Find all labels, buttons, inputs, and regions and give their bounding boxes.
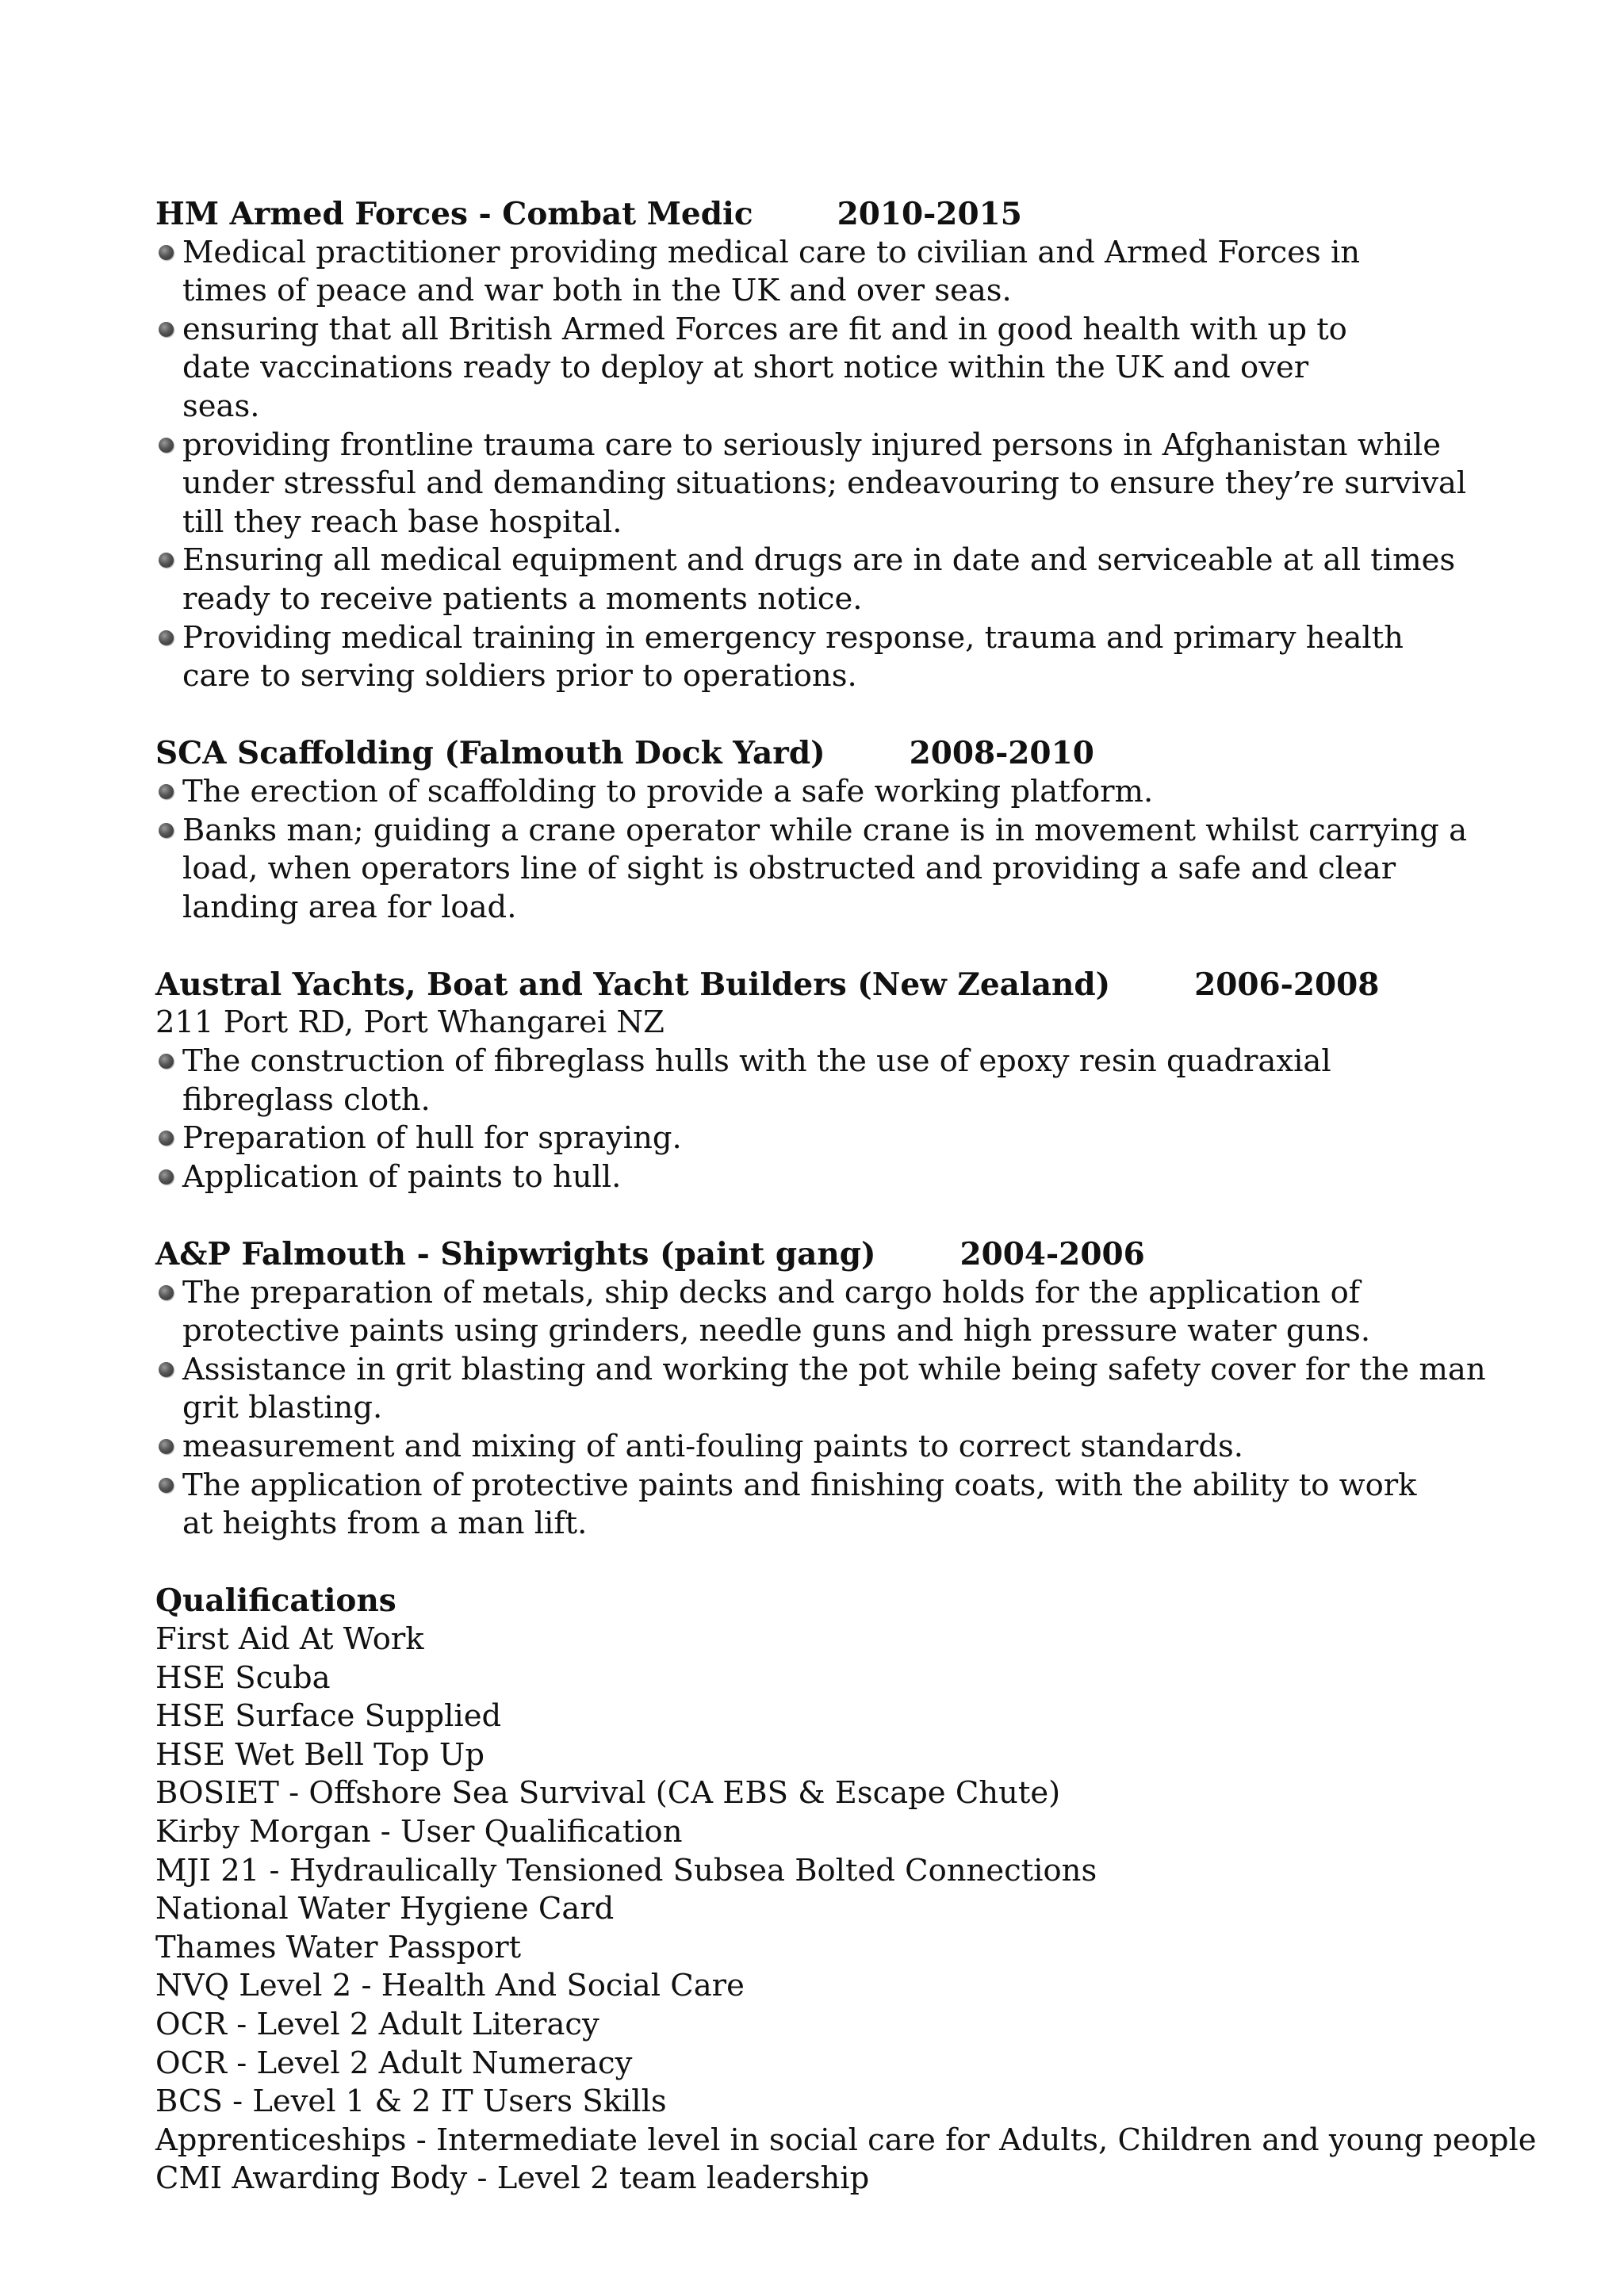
- job-title: A&P Falmouth - Shipwrights (paint gang): [155, 1236, 876, 1273]
- job-section: [155, 195, 1488, 696]
- list-item: Banks man; guiding a crane operator while crane is in movement whilst carrying a load, when operators line of sight is obstructed and providing a safe and clear landing area for load.: [155, 812, 1515, 928]
- bullet-icon: [159, 630, 174, 645]
- list-item: National Water Hygiene Card: [155, 1891, 615, 1927]
- bullet-icon: [159, 245, 174, 260]
- list-item: measurement and mixing of anti-fouling paints to correct standards.: [155, 1428, 1515, 1467]
- bullet-icon: [159, 1285, 174, 1300]
- bullet-icon: [159, 1439, 174, 1454]
- job-section: [155, 1235, 1488, 1544]
- job-bullet-list: [155, 1274, 1488, 1544]
- job-years: 2004-2006: [959, 1236, 1145, 1273]
- list-item: HSE Surface Supplied: [155, 1698, 502, 1735]
- list-item: Apprenticeships - Intermediate level in social care for Adults, Children and young people: [155, 2122, 1537, 2158]
- list-item: Preparation of hull for spraying.: [155, 1119, 1515, 1158]
- job-address: 211 Port RD, Port Whangarei NZ: [155, 1004, 665, 1041]
- bullet-icon: [159, 553, 174, 568]
- bullet-icon: [159, 823, 174, 838]
- section-spacer: [155, 927, 1488, 966]
- list-item: Medical practitioner providing medical care to civilian and Armed Forces in times of peace and war both in the UK and over seas.: [155, 234, 1443, 311]
- job-bullet-list: [155, 1043, 1488, 1196]
- job-heading: [155, 734, 1488, 773]
- list-item: ensuring that all British Armed Forces are fit and in good health with up to date vaccinations ready to deploy at short notice within the UK and over seas.: [155, 311, 1372, 427]
- bullet-icon: [159, 784, 174, 799]
- job-heading: [155, 966, 1488, 1004]
- job-bullet-list: [155, 773, 1488, 927]
- job-years: 2010-2015: [837, 196, 1022, 232]
- list-item: BOSIET - Offshore Sea Survival (CA EBS & Escape Chute): [155, 1775, 1061, 1812]
- bullet-icon: [159, 1362, 174, 1377]
- qualifications-list: [155, 1621, 1537, 2198]
- bullet-icon: [159, 322, 174, 337]
- job-section: [155, 966, 1488, 1197]
- list-item: MJI 21 - Hydraulically Tensioned Subsea Bolted Connections: [155, 1852, 1097, 1888]
- list-item: HSE Wet Bell Top Up: [155, 1736, 485, 1773]
- bullet-icon: [159, 1054, 174, 1069]
- job-bullet-list: [155, 234, 1488, 696]
- section-spacer: [155, 1544, 1488, 1582]
- list-item: Application of paints to hull.: [155, 1158, 1515, 1197]
- list-item: OCR - Level 2 Adult Literacy: [155, 2006, 599, 2042]
- list-item: The erection of scaffolding to provide a safe working platform.: [155, 773, 1515, 812]
- bullet-icon: [159, 1169, 174, 1184]
- section-spacer: [155, 696, 1488, 735]
- job-years: 2008-2010: [909, 735, 1094, 772]
- document-page: [155, 195, 1537, 2198]
- list-item: Kirby Morgan - User Qualification: [155, 1813, 683, 1850]
- list-item: BCS - Level 1 & 2 IT Users Skills: [155, 2084, 667, 2120]
- list-item: Ensuring all medical equipment and drugs are in date and serviceable at all times ready to receive patients a moments notice.: [155, 541, 1499, 618]
- job-title: SCA Scaffolding (Falmouth Dock Yard): [155, 735, 825, 772]
- list-item: The construction of fibreglass hulls with the use of epoxy resin quadraxial fibreglass cloth.: [155, 1043, 1443, 1119]
- bullet-icon: [159, 1478, 174, 1493]
- bullet-icon: [159, 1131, 174, 1146]
- list-item: OCR - Level 2 Adult Numeracy: [155, 2045, 633, 2081]
- bullet-icon: [159, 438, 174, 453]
- list-item: NVQ Level 2 - Health And Social Care: [155, 1968, 745, 2004]
- job-heading: [155, 195, 1488, 234]
- list-item: CMI Awarding Body - Level 2 team leadership: [155, 2160, 870, 2197]
- list-item: The preparation of metals, ship decks and cargo holds for the application of protective paints using grinders, needle guns and high pressure water guns.: [155, 1274, 1475, 1351]
- job-years: 2006-2008: [1194, 966, 1380, 1003]
- qualifications-section: [155, 1582, 1537, 2198]
- list-item: Thames Water Passport: [155, 1929, 522, 1965]
- job-title: Austral Yachts, Boat and Yacht Builders (New Zealand): [155, 966, 1111, 1003]
- list-item: Providing medical training in emergency response, trauma and primary health care to serving soldiers prior to operations.: [155, 619, 1467, 696]
- list-item: The application of protective paints and finishing coats, with the ability to work at heights from a man lift.: [155, 1467, 1443, 1544]
- job-title: HM Armed Forces - Combat Medic: [155, 196, 753, 232]
- list-item: First Aid At Work: [155, 1621, 424, 1657]
- job-heading: [155, 1235, 1488, 1274]
- list-item: providing frontline trauma care to seriously injured persons in Afghanistan while under stressful and demanding situations; endeavouring to ensure they’re survival till they reach base hospital.: [155, 427, 1515, 542]
- list-item: Assistance in grit blasting and working the pot while being safety cover for the man grit blasting.: [155, 1351, 1515, 1428]
- section-spacer: [155, 1196, 1488, 1235]
- qualifications-heading: Qualifications: [155, 1582, 396, 1620]
- job-section: [155, 734, 1488, 927]
- list-item: HSE Scuba: [155, 1659, 331, 1696]
